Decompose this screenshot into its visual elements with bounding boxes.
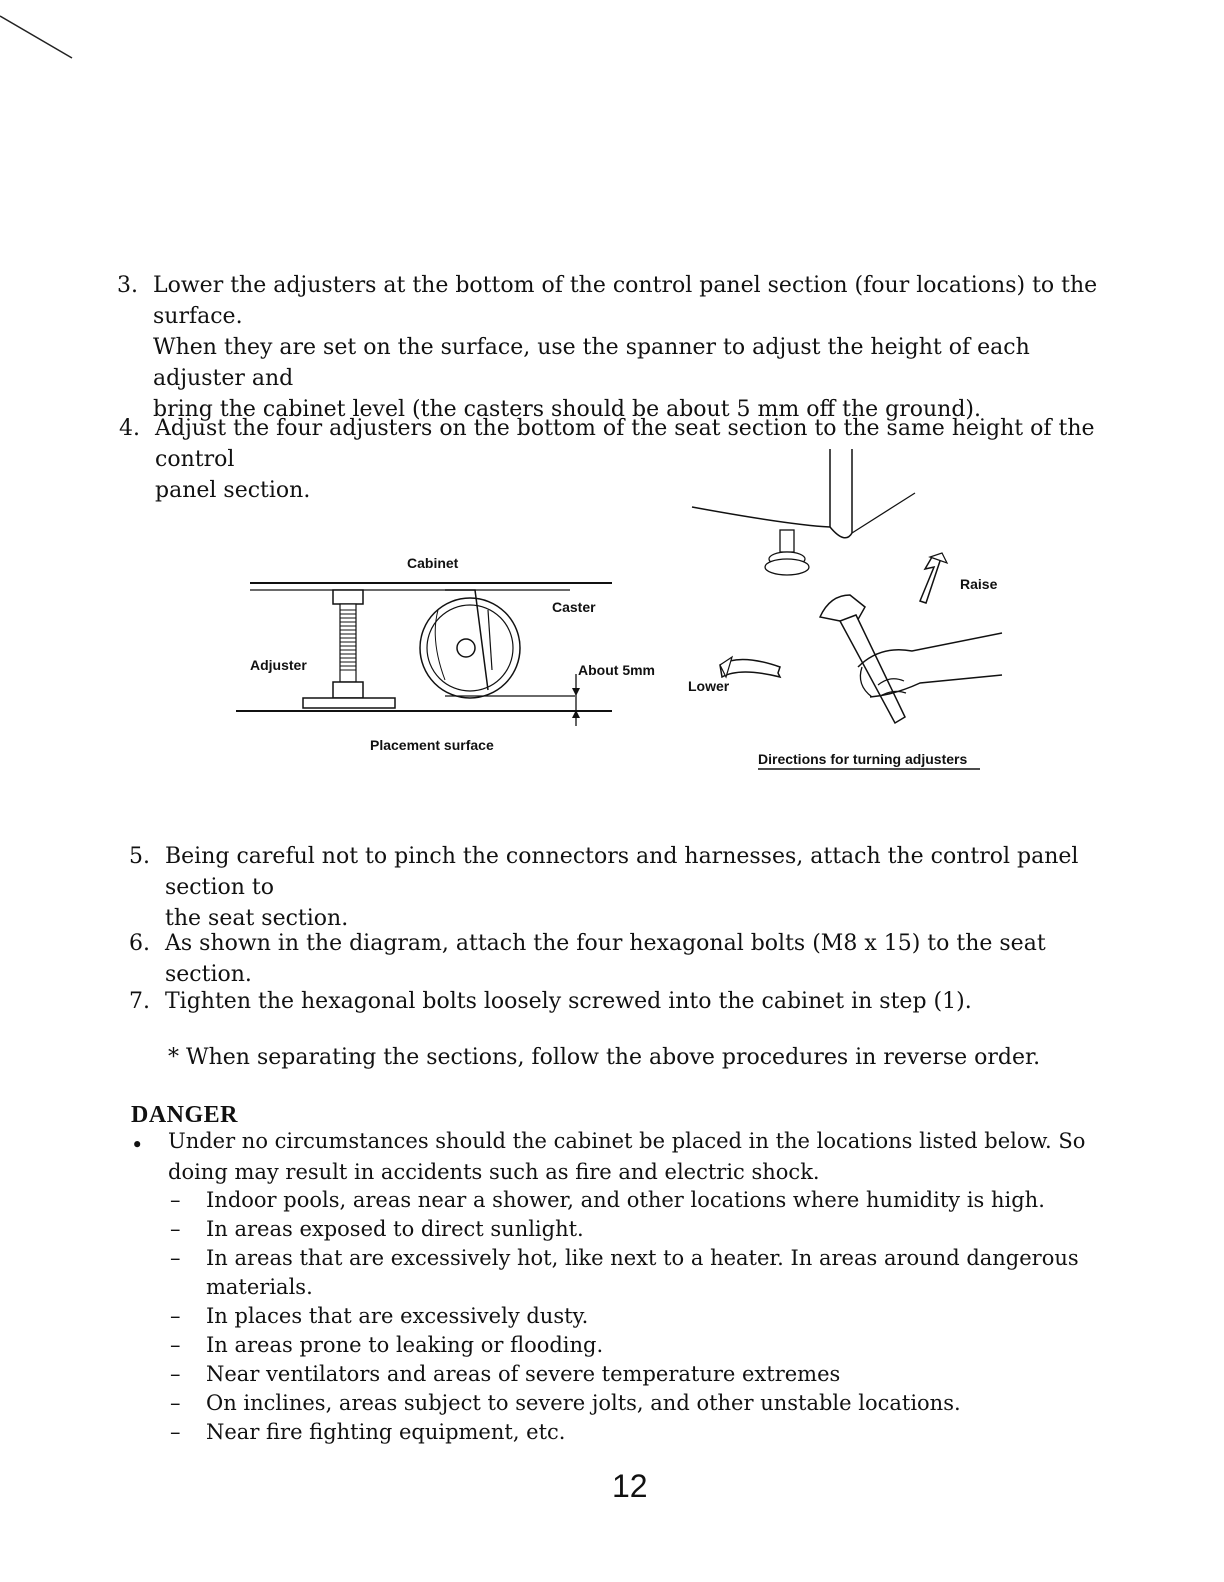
list-item: – In areas prone to leaking or flooding.	[170, 1331, 1110, 1360]
dash-icon: –	[170, 1391, 181, 1415]
list-item: – In areas exposed to direct sunlight.	[170, 1215, 1110, 1244]
danger-location-list	[170, 1186, 1110, 1447]
label-raise: Raise	[960, 576, 998, 592]
step-line: As shown in the diagram, attach the four hexagonal bolts (M8 x 15) to the seat section.	[165, 931, 1046, 987]
step-line: Lower the adjusters at the bottom of the control panel section (four locations) to the surface.	[153, 273, 1098, 329]
dash-icon: –	[170, 1333, 181, 1357]
label-cabinet: Cabinet	[407, 555, 459, 571]
label-lower: Lower	[688, 678, 730, 694]
step-number: 7.	[129, 989, 150, 1014]
corner-scan-mark	[0, 0, 80, 80]
step-number: 5.	[129, 844, 150, 869]
adjuster-illustration	[303, 590, 395, 708]
step-line: bring the cabinet level (the casters should be about 5 mm off the ground).	[153, 397, 981, 422]
dash-icon: –	[170, 1246, 181, 1270]
list-item: – Indoor pools, areas near a shower, and other locations where humidity is high.	[170, 1186, 1110, 1215]
step-number: 6.	[129, 931, 150, 956]
step-line: Adjust the four adjusters on the bottom of the seat section to the same height of the control	[155, 416, 1095, 472]
danger-intro: Under no circumstances should the cabinet be placed in the locations listed below. So doing may result in accidents such as fire and electric shock.	[168, 1129, 1086, 1184]
bullet-icon: •	[131, 1133, 144, 1157]
cabinet-corner-illustration	[692, 449, 915, 538]
adjuster-foot-illustration	[765, 530, 809, 575]
step-number: 4.	[119, 416, 140, 441]
label-adjuster: Adjuster	[250, 657, 307, 673]
lower-arrow-icon	[720, 657, 780, 677]
step-line: Tighten the hexagonal bolts loosely screwed into the cabinet in step (1).	[165, 989, 972, 1014]
label-placement-surface: Placement surface	[370, 737, 494, 753]
label-about-5mm: About 5mm	[578, 662, 655, 678]
list-item: – In areas that are excessively hot, like next to a heater. In areas around dangerous materials.	[170, 1246, 1079, 1299]
dash-icon: –	[170, 1304, 181, 1328]
step-line: the seat section.	[165, 906, 349, 931]
dash-icon: –	[170, 1362, 181, 1386]
step-line: Being careful not to pinch the connectors and harnesses, attach the control panel section to	[165, 844, 1079, 900]
label-directions-caption: Directions for turning adjusters	[758, 751, 968, 767]
adjuster-caster-diagram	[230, 550, 680, 760]
dash-icon: –	[170, 1217, 181, 1241]
step-line: When they are set on the surface, use the spanner to adjust the height of each adjuster and	[153, 335, 1030, 391]
list-item: – In places that are excessively dusty.	[170, 1302, 1110, 1331]
label-caster: Caster	[552, 599, 596, 615]
turning-directions-diagram	[680, 445, 1020, 775]
list-item: – Near fire fighting equipment, etc.	[170, 1418, 1110, 1447]
list-item: – On inclines, areas subject to severe jolts, and other unstable locations.	[170, 1389, 1110, 1418]
step-number: 3.	[117, 273, 138, 298]
list-item: – Near ventilators and areas of severe temperature extremes	[170, 1360, 1110, 1389]
dash-icon: –	[170, 1420, 181, 1444]
raise-arrow-icon	[920, 553, 947, 603]
danger-heading: DANGER	[131, 1102, 239, 1128]
page-number: 12	[612, 1468, 648, 1504]
reverse-order-note: * When separating the sections, follow the above procedures in reverse order.	[168, 1045, 1041, 1070]
step-line: panel section.	[155, 478, 311, 503]
dash-icon: –	[170, 1188, 181, 1212]
spanner-hand-illustration	[820, 595, 1002, 723]
